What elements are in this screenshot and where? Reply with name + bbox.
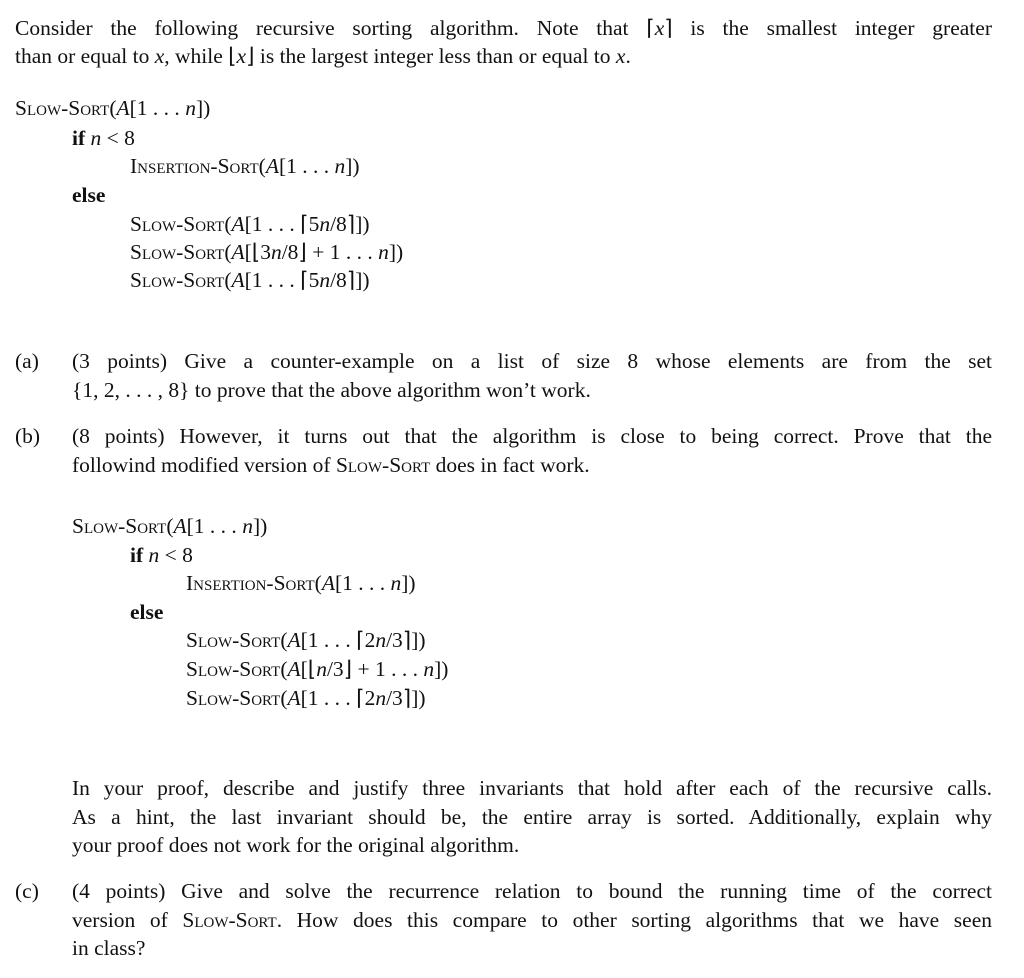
- text-segment: (: [224, 268, 232, 292]
- procedure-name: Slow-Sort: [130, 268, 225, 292]
- proof-instructions-line: [72, 805, 992, 829]
- code-line: [130, 600, 163, 624]
- text-segment: (8 points) However, it turns out that the algorithm is close to being correct. Prove that the: [72, 424, 992, 448]
- procedure-name: Slow-Sort: [186, 657, 281, 681]
- text-segment: your proof does not work for the original algorithm.: [72, 833, 520, 857]
- text-segment: /3⌉]): [386, 686, 426, 710]
- text-segment: [1 . . . ⌈2: [300, 628, 376, 652]
- procedure-name: Insertion-Sort: [186, 571, 315, 595]
- math-variable: n: [90, 126, 102, 150]
- text-segment: < 8: [101, 126, 135, 150]
- text-segment: (: [258, 154, 266, 178]
- math-variable: n: [316, 657, 327, 681]
- text-segment: than or equal to: [15, 44, 155, 68]
- math-variable: x: [654, 16, 665, 40]
- math-variable: A: [287, 657, 301, 681]
- text-segment: [1 . . .: [186, 514, 243, 538]
- procedure-name: Slow-Sort: [182, 908, 277, 932]
- part-b-label: (b): [15, 424, 41, 448]
- procedure-name: Slow-Sort: [186, 686, 281, 710]
- code-line: [15, 96, 210, 120]
- text-segment: /8⌉]): [330, 212, 370, 236]
- code-line: [130, 212, 370, 236]
- text-segment: (: [166, 514, 174, 538]
- keyword: else: [72, 183, 106, 207]
- procedure-name: Slow-Sort: [130, 212, 225, 236]
- procedure-name: Slow-Sort: [72, 514, 167, 538]
- part-a-label: (a): [15, 349, 39, 373]
- code-line: [186, 686, 426, 710]
- procedure-name: Slow-Sort: [335, 453, 431, 477]
- text-segment: As a hint, the last invariant should be, the entire array is sorted. Additionally, explain why: [72, 805, 992, 829]
- part-a-line: [72, 378, 591, 402]
- text-segment: (: [280, 657, 288, 681]
- text-segment: .: [625, 44, 631, 68]
- text-segment: [1 . . . ⌈5: [244, 268, 320, 292]
- intro-line: [15, 44, 631, 68]
- text-segment: In your proof, describe and justify three invariants that hold after each of the recursive calls.: [72, 776, 992, 800]
- math-variable: n: [148, 543, 160, 567]
- text-segment: /3⌉]): [386, 628, 426, 652]
- text-segment: [1 . . .: [129, 96, 186, 120]
- text-segment: in class?: [72, 936, 146, 960]
- math-variable: n: [242, 514, 253, 538]
- keyword: if: [130, 543, 149, 567]
- text-segment: /3⌋ + 1 . . .: [326, 657, 424, 681]
- text-segment: ]): [345, 154, 360, 178]
- procedure-name: Slow-Sort: [15, 96, 110, 120]
- math-variable: n: [185, 96, 196, 120]
- math-variable: A: [287, 686, 301, 710]
- text-segment: ]): [401, 571, 416, 595]
- math-variable: A: [116, 96, 130, 120]
- part-c-label: (c): [15, 879, 39, 903]
- code-line: [72, 183, 105, 207]
- part-c-line: [72, 879, 992, 903]
- text-segment: [1 . . . ⌈5: [244, 212, 320, 236]
- text-segment: < 8: [159, 543, 193, 567]
- code-line: [130, 240, 403, 264]
- text-segment: , while ⌊: [164, 44, 237, 68]
- code-line: [130, 543, 193, 567]
- text-segment: (: [224, 240, 232, 264]
- text-segment: ]): [388, 240, 404, 264]
- part-b-line: [72, 453, 590, 477]
- math-variable: A: [231, 240, 245, 264]
- text-segment: /8⌉]): [330, 268, 370, 292]
- code-line: [186, 571, 416, 595]
- text-segment: (: [280, 686, 288, 710]
- procedure-name: Slow-Sort: [130, 240, 225, 264]
- part-b-line: [72, 424, 992, 448]
- text-segment: ]): [195, 96, 211, 120]
- text-segment: ⌋ is the largest integer less than or equal to: [246, 44, 616, 68]
- text-segment: [1 . . . ⌈2: [300, 686, 376, 710]
- code-line: [130, 154, 360, 178]
- math-variable: A: [231, 212, 245, 236]
- text-segment: [⌊: [300, 657, 317, 681]
- code-line: [72, 514, 267, 538]
- math-variable: A: [287, 628, 301, 652]
- code-line: [186, 657, 448, 681]
- text-segment: [⌊3: [244, 240, 271, 264]
- text-segment: (: [109, 96, 117, 120]
- procedure-name: Slow-Sort: [186, 628, 281, 652]
- math-variable: A: [265, 154, 279, 178]
- keyword: else: [130, 600, 164, 624]
- code-line: [130, 268, 370, 292]
- math-variable: n: [390, 571, 402, 595]
- keyword: if: [72, 126, 91, 150]
- procedure-name: Insertion-Sort: [130, 154, 259, 178]
- text-segment: followind modified version of: [72, 453, 336, 477]
- math-variable: x: [154, 44, 165, 68]
- math-variable: n: [270, 240, 282, 264]
- text-segment: does in fact work.: [430, 453, 590, 477]
- text-segment: version of: [72, 908, 183, 932]
- math-variable: n: [378, 240, 389, 264]
- text-segment: Consider the following recursive sorting algorithm. Note that ⌈: [15, 16, 655, 40]
- math-variable: n: [319, 268, 331, 292]
- math-variable: A: [321, 571, 335, 595]
- math-variable: n: [375, 628, 387, 652]
- text-segment: {1, 2, . . . , 8} to prove that the above algorithm won’t work.: [72, 378, 591, 402]
- text-segment: (4 points) Give and solve the recurrence relation to bound the running time of the correct: [72, 879, 992, 903]
- math-variable: x: [615, 44, 626, 68]
- text-segment: /8⌋ + 1 . . .: [281, 240, 379, 264]
- intro-line: [15, 16, 992, 40]
- text-segment: [1 . . .: [278, 154, 335, 178]
- math-variable: A: [173, 514, 187, 538]
- text-segment: (: [280, 628, 288, 652]
- math-variable: x: [236, 44, 247, 68]
- proof-instructions-line: [72, 833, 519, 857]
- text-segment: . How does this compare to other sorting algorithms that we have seen: [276, 908, 992, 932]
- text-segment: ]): [434, 657, 449, 681]
- text-segment: [1 . . .: [334, 571, 391, 595]
- text-segment: (: [224, 212, 232, 236]
- part-a-line: [72, 349, 992, 373]
- part-c-line: [72, 908, 992, 932]
- math-variable: n: [375, 686, 387, 710]
- text-segment: (3 points) Give a counter-example on a list of size 8 whose elements are from the set: [72, 349, 992, 373]
- text-segment: (: [314, 571, 322, 595]
- math-variable: n: [334, 154, 346, 178]
- text-segment: ]): [252, 514, 268, 538]
- math-variable: n: [423, 657, 435, 681]
- proof-instructions-line: [72, 776, 992, 800]
- math-variable: A: [231, 268, 245, 292]
- code-line: [72, 126, 135, 150]
- part-c-line: [72, 936, 145, 960]
- code-line: [186, 628, 426, 652]
- text-segment: ⌉ is the smallest integer greater: [664, 16, 992, 40]
- math-variable: n: [319, 212, 331, 236]
